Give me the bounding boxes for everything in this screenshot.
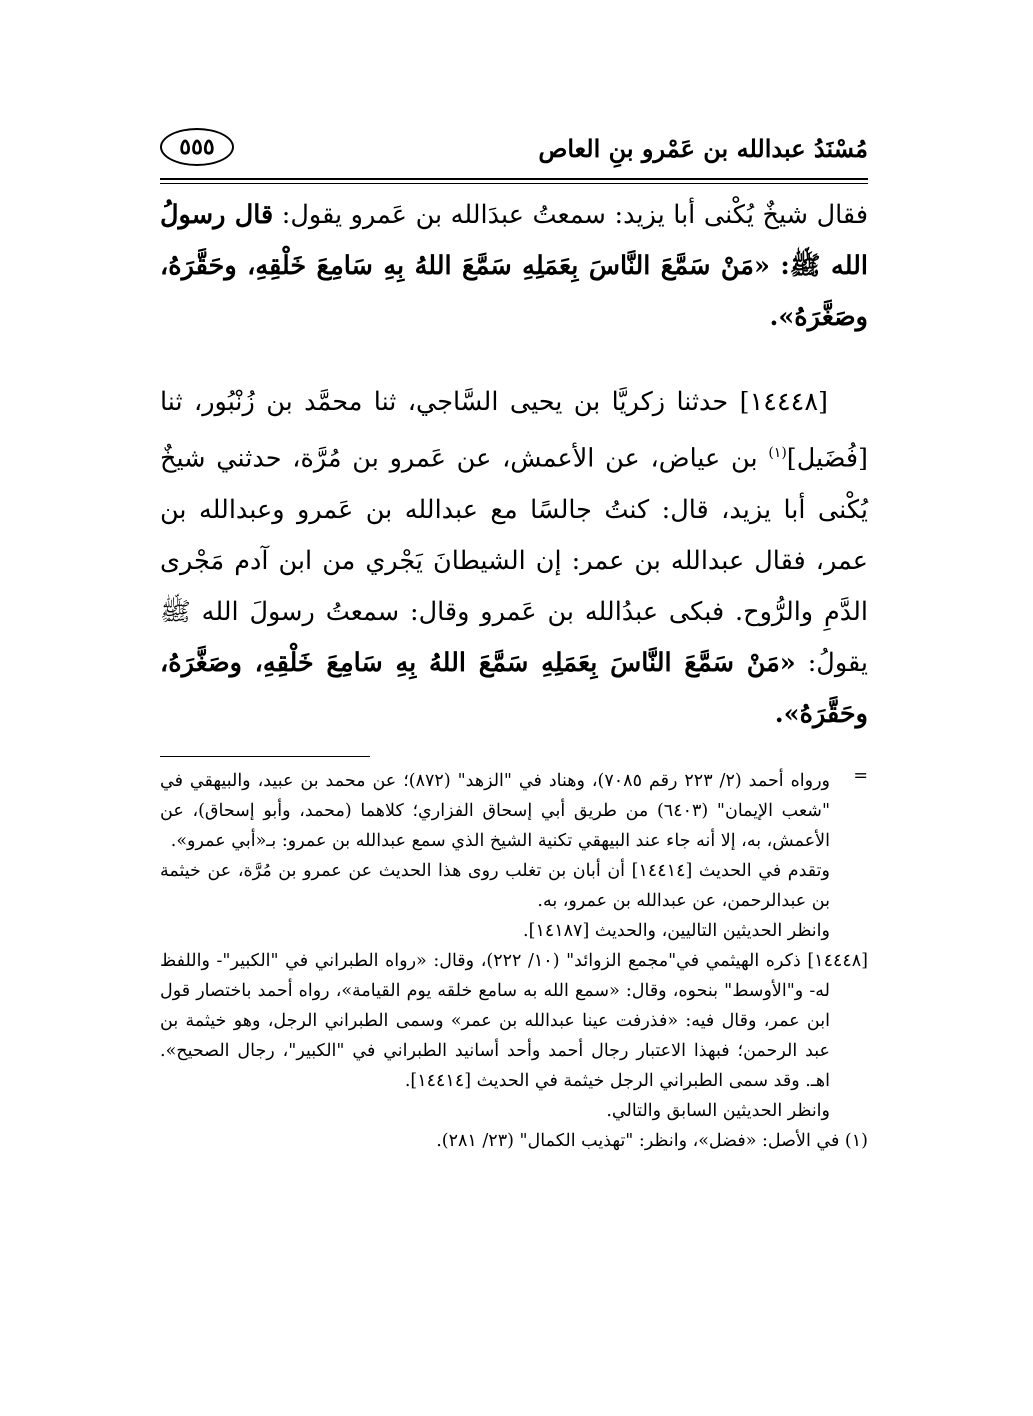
page-number: ٥٥٥ xyxy=(160,128,234,166)
prophetic-saying: قال رسولُ الله ﷺ: «مَنْ سَمَّعَ النَّاسَ بِعَمَلِهِ سَمَّعَ اللهُ بِهِ سَامِعَ خَلْقِهِ، وحَقَّرَهُ، وصَغَّرَهُ». xyxy=(160,200,868,332)
header-rule xyxy=(160,178,868,184)
paragraph xyxy=(160,190,868,343)
footnote-1: (١) في الأصل: «فضل»، وانظر: "تهذيب الكمال" (٢٣/ ٢٨١). xyxy=(436,1131,868,1151)
footnote-paragraph: ورواه أحمد (٢/ ٢٢٣ رقم ٧٠٨٥)، وهناد في "الزهد" (٨٧٢)؛ عن محمد بن عبيد، والبيهقي في "شعب الإيمان" (٦٤٠٣) من طريق أبي إسحاق الفزاري؛ كلاهما (محمد، وأبو إسحاق)، عن الأعمش، به، إلا أنه جاء عند البيهقي تكنية الشيخ الذي سمع عبدالله بن عمرو: بـ«أبي عمرو». xyxy=(160,771,830,851)
footnote-separator xyxy=(160,756,370,757)
footnotes xyxy=(160,766,868,1156)
isnad-text: [١٤٤٤٨] حدثنا زكريَّا بن يحيى السَّاجي، ثنا محمَّد بن زُنْبُور، ثنا [فُضَيل] xyxy=(160,387,868,474)
page-header xyxy=(160,122,868,182)
prophetic-saying: «مَنْ سَمَّعَ النَّاسَ بِعَمَلِهِ سَمَّعَ اللهُ بِهِ سَامِعَ خَلْقِهِ، وصَغَّرَهُ، وحَقَّرَهُ». xyxy=(160,647,868,729)
footnote-14448: [١٤٤٤٨] ذكره الهيثمي في"مجمع الزوائد" (١٠/ ٢٢٢)، وقال: «رواه الطبراني في "الكبير"- واللفظ له- و"الأوسط" بنحوه، وقال: «سمع الله به سامع خلقه يوم القيامة»، رواه أحمد باختصار قول ابن عمر، وقال فيه: «فذرفت عينا عبدالله بن عمر» وسمى الطبراني الرجل، وهو خيثمة بن عبد الرحمن؛ فبهذا الاعتبار رجال أحمد وأحد أسانيد الطبراني في "الكبير"، رجال الصحيح». اهـ. وقد سمى الطبراني الرجل خيثمة في الحديث [١٤٤١٤]. xyxy=(160,951,868,1091)
matn-text: بن عياض، عن الأعمش، عن عَمرو بن مُرَّة، حدثني شيخٌ يُكْنى أبا يزيد، قال: كنتُ جالسًا مع عبدالله بن عَمرو وعبدالله بن عمر، فقال عبدالله بن عمر: إن الشيطانَ يَجْري من ابن آدم مَجْرى الدَّمِ والرُّوح. فبكى عبدُالله بن عَمرو وقال: سمعتُ رسولَ الله ﷺ يقولُ: xyxy=(160,443,869,678)
paragraph xyxy=(160,377,868,740)
footnote-14448-see-also: وانظر الحديثين السابق والتالي. xyxy=(606,1101,830,1121)
footnote-ref[interactable]: (١) xyxy=(768,445,787,461)
running-title: مُسْنَدُ عبدالله بن عَمْرو بنِ العاص xyxy=(538,134,868,163)
footnote-paragraph: وانظر الحديثين التاليين، والحديث [١٤١٨٧]. xyxy=(523,921,830,941)
footnote-continuation xyxy=(160,766,868,946)
narration-text: فقال شيخٌ يُكْنى أبا يزيد: سمعتُ عبدَالله بن عَمرو يقول: xyxy=(281,200,869,230)
hadith-14448 xyxy=(160,377,868,740)
footnote-paragraph: وتقدم في الحديث [١٤٤١٤] أن أبان بن تغلب روى هذا الحديث عن عمرو بن مُرَّة، عن خيثمة بن عبدالرحمن، عن عبدالله بن عمرو، به. xyxy=(160,861,830,911)
continuation-mark: = xyxy=(853,766,868,786)
hadith-continuation xyxy=(160,190,868,343)
